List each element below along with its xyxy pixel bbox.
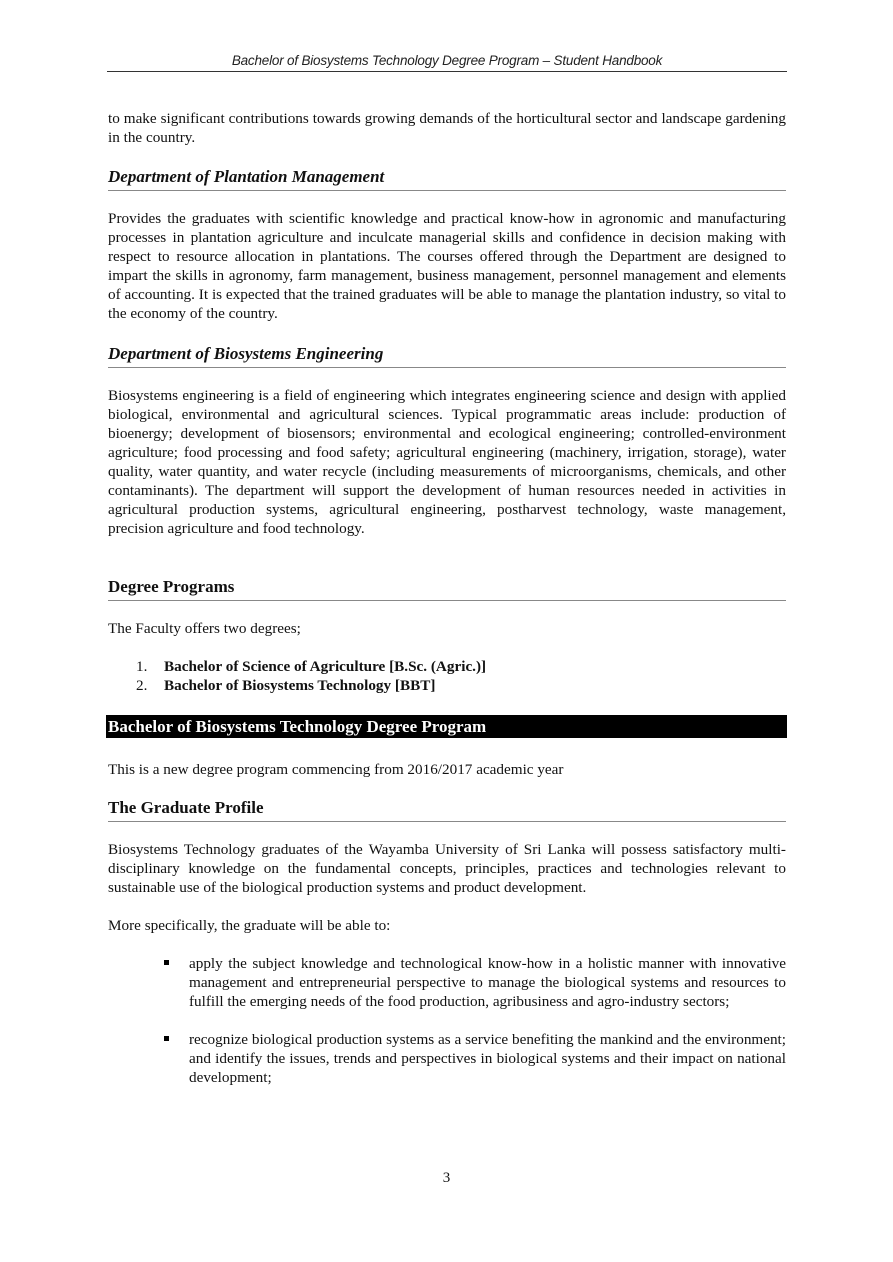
section-heading: The Graduate Profile [108,797,786,822]
outcome-text: recognize biological production systems as a service benefiting the mankind and the environment; and identify the issues, trends and perspectives in biological systems and their impact on national development; [189,1031,786,1086]
section-heading: Department of Plantation Management [108,166,786,191]
intro-continuation-block [108,109,786,147]
outcome-text: apply the subject knowledge and technological know-how in a holistic manner with innovative management and entrepreneurial perspective to manage the biological systems and resources to fulfill the emerging needs of the food production, agribusiness and agro-industry sectors; [189,955,786,1010]
outcome-list-item [108,1030,786,1087]
square-bullet-icon [108,954,189,1011]
section-heading: Degree Programs [108,576,786,601]
bbt-program-intro: This is a new degree program commencing from 2016/2017 academic year [108,761,564,778]
section-biosystems-engineering [108,343,786,538]
section-heading: Department of Biosystems Engineering [108,343,786,368]
outcomes-lead-in: More specifically, the graduate will be able to: [108,917,391,934]
section-graduate-profile [108,797,786,1106]
section-plantation-management [108,166,786,323]
header-divider [107,71,787,72]
list-number: 1. [136,658,148,675]
intro-continuation-paragraph: to make significant contributions towards growing demands of the horticultural sector and landscape gardening in the country. [108,110,786,146]
degree-list [108,657,786,695]
section-paragraph: Biosystems engineering is a field of engineering which integrates engineering science and design with applied biological, environmental and agricultural sciences. Typical programmatic areas include: production of bioenergy; development of biosensors; environmental and ecological engineering; controlled-environment agriculture; food processing and food safety; agricultural engineering (machinery, irrigation, storage), water quality, water quantity, and water recycle (including measurements of microorganisms, chemicals, and other contaminants). The department will support the development of human resources needed in activities in agricultural production systems, agricultural engineering, postharvest technology, waste management, precision agriculture and food technology. [108,387,786,537]
page-number: 3 [442,1170,451,1186]
degree-name: Bachelor of Biosystems Technology [BBT] [164,677,436,694]
banner-heading-bbt-program: Bachelor of Biosystems Technology Degree Program [106,715,787,738]
list-number: 2. [136,677,148,694]
degree-name: Bachelor of Science of Agriculture [B.Sc. (Agric.)] [164,658,487,675]
degree-list-item [108,676,786,695]
section-degree-programs [108,576,786,695]
outcomes-list [108,954,786,1087]
degree-intro: The Faculty offers two degrees; [108,620,301,637]
section-paragraph: Biosystems Technology graduates of the Wayamba University of Sri Lanka will possess satisfactory multi-disciplinary knowledge on the fundamental concepts, principles, practices and technologies relevant to sustainable use of the biological production systems and product development. [108,841,786,896]
bbt-program-intro-block [108,760,786,779]
degree-list-item [108,657,786,676]
running-header: Bachelor of Biosystems Technology Degree Program – Student Handbook [231,53,663,68]
outcome-list-item [108,954,786,1011]
square-bullet-icon [108,1030,189,1087]
section-paragraph: Provides the graduates with scientific knowledge and practical know-how in agronomic and manufacturing processes in plantation agriculture and inculcate managerial skills and confidence in decision making with respect to resource allocation in plantations. The courses offered through the Department are designed to impart the skills in agronomy, farm management, business management, personnel management and elements of accounting. It is expected that the trained graduates will be able to manage the plantation industry, so vital to the economy of the country. [108,210,786,322]
